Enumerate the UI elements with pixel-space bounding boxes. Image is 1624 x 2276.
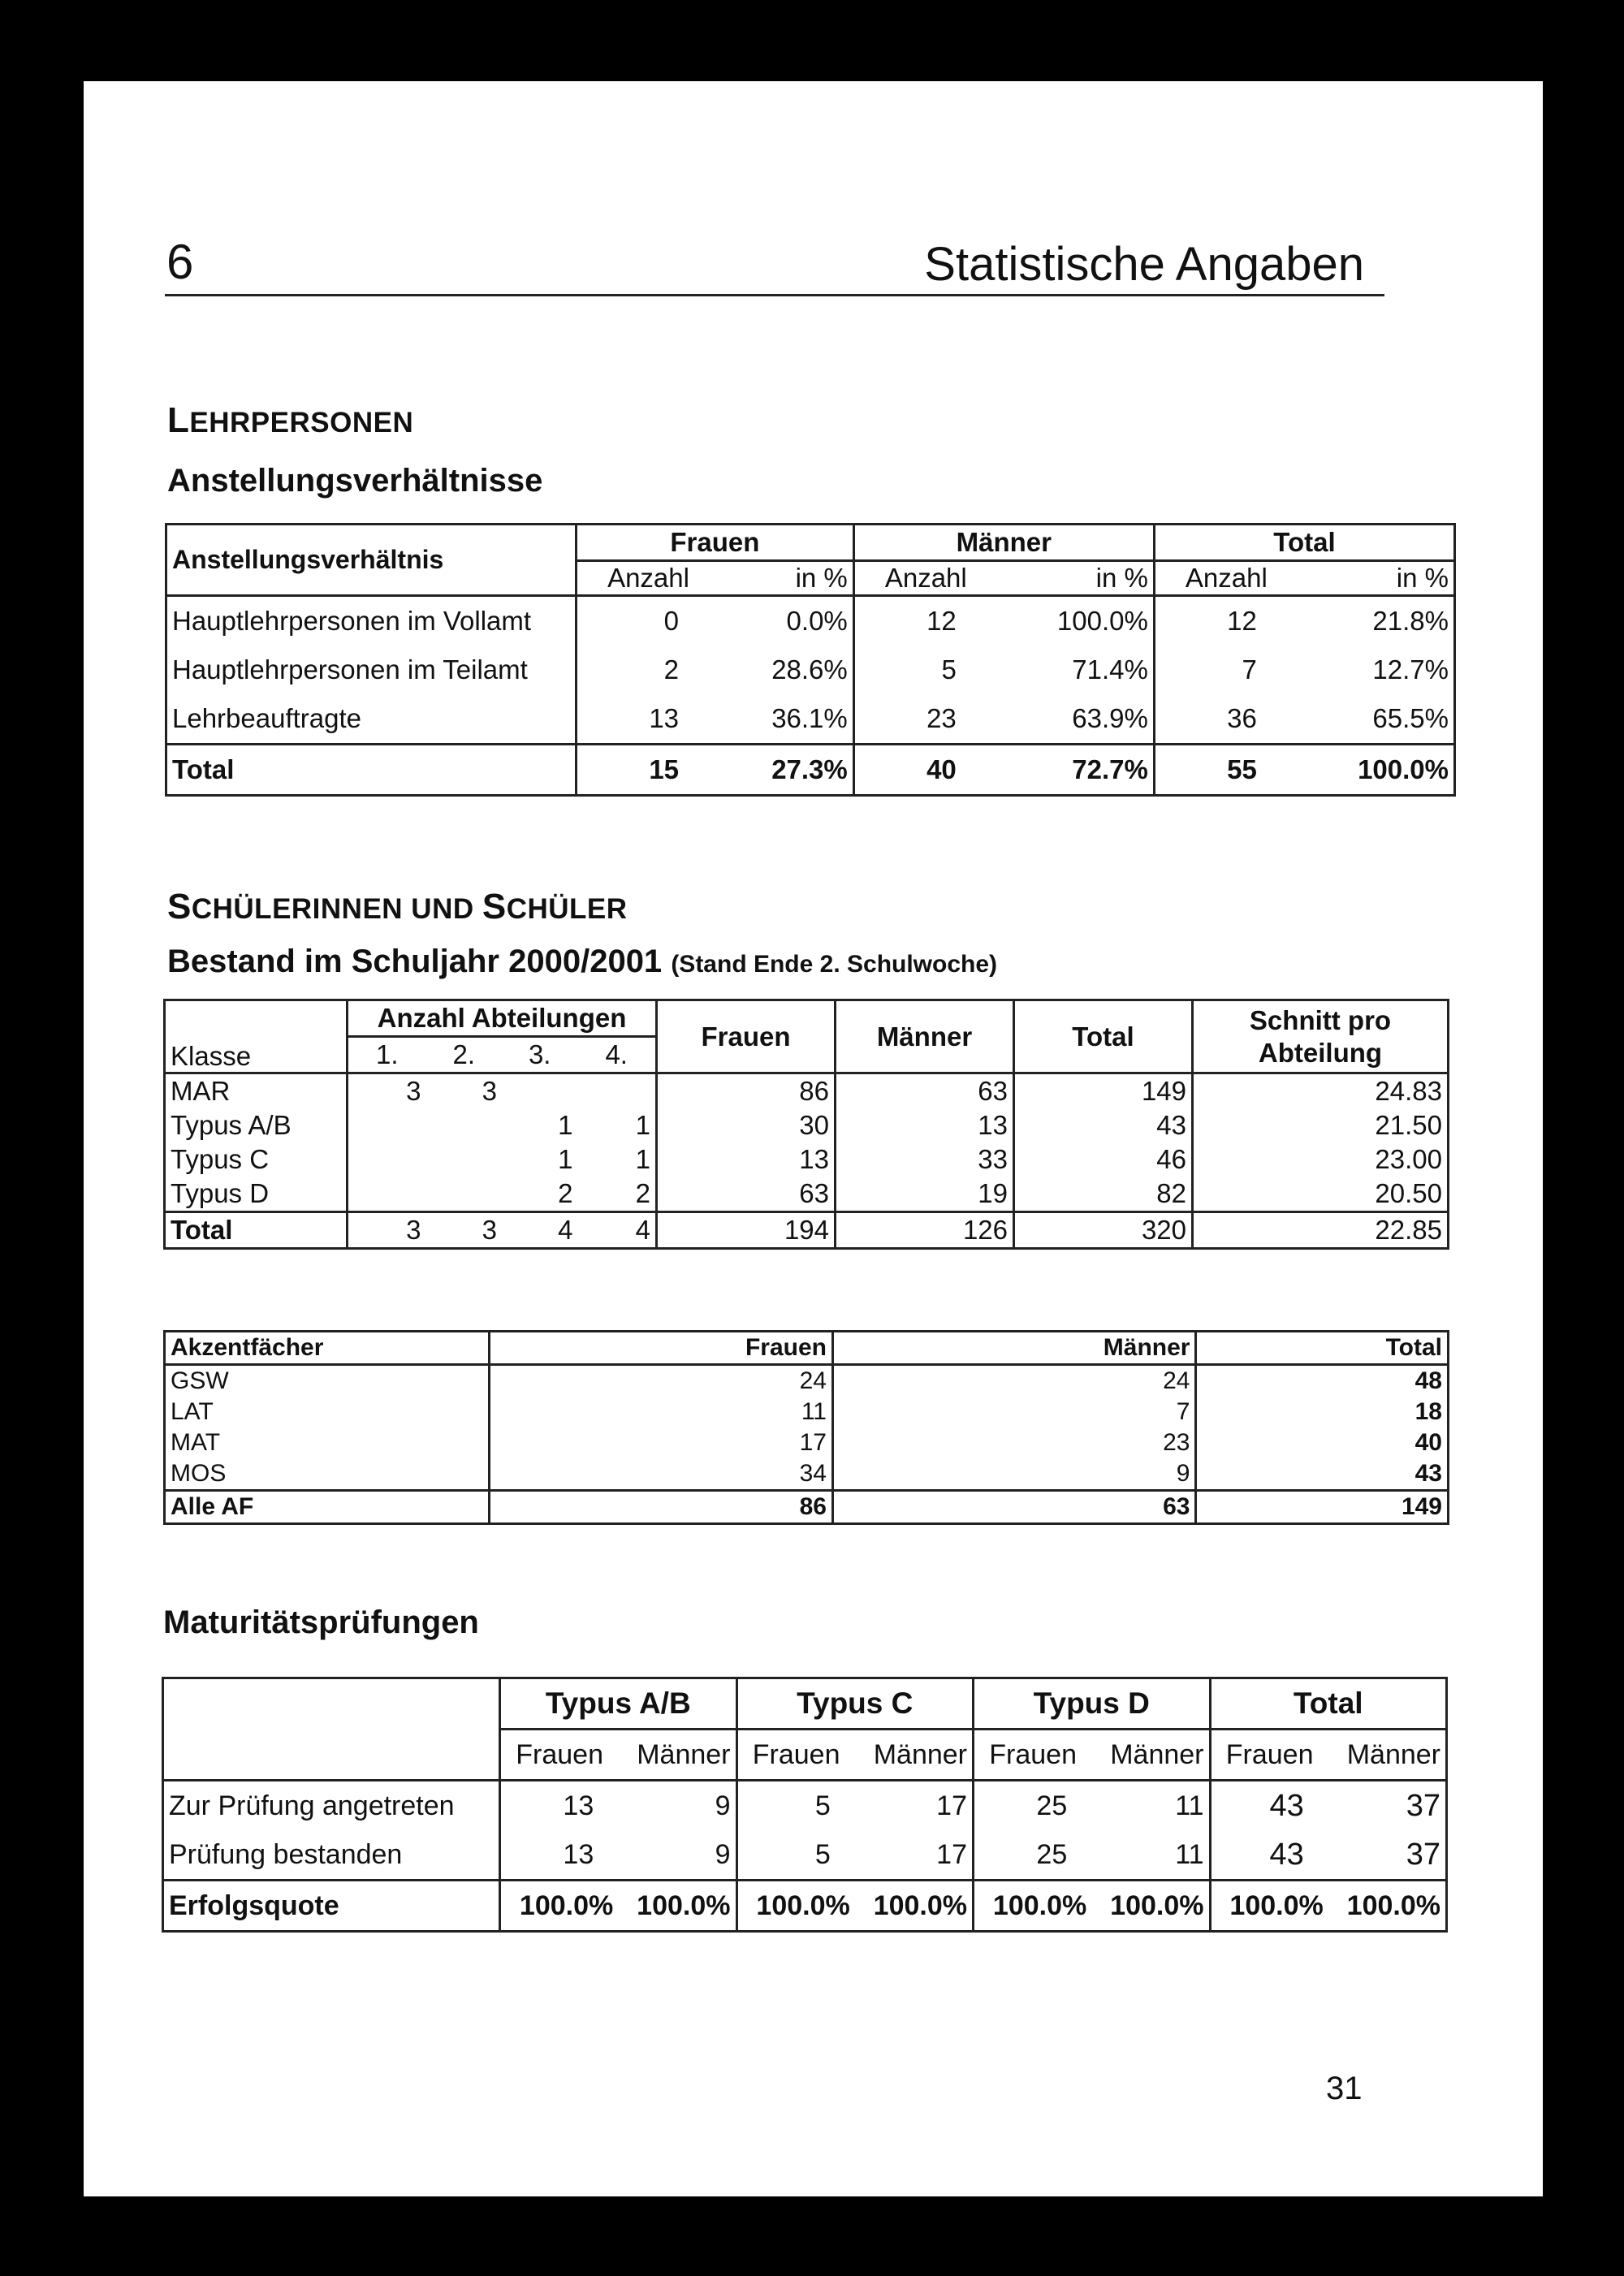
- cell: 40: [853, 745, 997, 796]
- section-subtitle-anstellung: Anstellungsverhältnisse: [167, 463, 543, 499]
- col-header-total: Total: [1196, 1332, 1449, 1365]
- cell: 5: [853, 646, 997, 694]
- cell: [426, 1108, 502, 1142]
- cell: 1: [558, 1110, 573, 1140]
- group-header-c: Typus C: [736, 1678, 974, 1730]
- subcol-percent: in %: [719, 561, 853, 596]
- cell: 3: [348, 1073, 426, 1109]
- cell: 0.0%: [719, 596, 853, 646]
- row-label: Typus A/B: [171, 1110, 292, 1140]
- year-col: 2.: [452, 1039, 476, 1069]
- cell: 24.83: [1193, 1073, 1449, 1109]
- cell: 3: [348, 1212, 426, 1249]
- subcol-frauen: Frauen: [974, 1730, 1092, 1781]
- subcol-frauen: Frauen: [500, 1730, 619, 1781]
- cell: 13: [657, 1142, 836, 1177]
- cell: 27.3%: [719, 745, 853, 796]
- cell: 21.50: [1193, 1108, 1449, 1142]
- subcol-maenner: Männer: [618, 1730, 736, 1781]
- cell: 21.8%: [1298, 596, 1455, 646]
- cell: [577, 1073, 656, 1109]
- cell: 13: [500, 1830, 619, 1881]
- cell: 13: [836, 1108, 1014, 1142]
- table-row: [166, 694, 1455, 745]
- row-label: Typus D: [171, 1178, 270, 1208]
- row-label: MAR: [165, 1073, 348, 1109]
- col-header-maenner: Männer: [833, 1332, 1196, 1365]
- row-label: MAT: [171, 1429, 221, 1456]
- page-number: 31: [1326, 2071, 1363, 2106]
- title-rest: CHÜLERINNEN UND: [191, 893, 482, 925]
- cell: 12: [1154, 596, 1298, 646]
- col-header-abteilungen: Anzahl Abteilungen: [348, 1000, 657, 1037]
- cell: 15: [577, 745, 720, 796]
- cell: 43: [1196, 1458, 1449, 1491]
- cell: 17: [855, 1781, 974, 1831]
- cell: 20.50: [1193, 1177, 1449, 1212]
- cell: 43: [1210, 1781, 1328, 1831]
- cell: [502, 1073, 577, 1109]
- cell: 100.0%: [736, 1881, 855, 1932]
- cell: 100.0%: [997, 596, 1155, 646]
- cell: 48: [1196, 1365, 1449, 1397]
- title-rest: EHRPERSONEN: [189, 407, 414, 438]
- cell: 149: [1014, 1073, 1193, 1109]
- row-label: Zur Prüfung angetreten: [163, 1781, 500, 1831]
- cell: 25: [974, 1830, 1092, 1881]
- cell: 1: [635, 1144, 650, 1174]
- table-row: [165, 1397, 1449, 1427]
- cell: 2: [558, 1178, 573, 1208]
- cell: 33: [836, 1142, 1014, 1177]
- cell: 11: [1091, 1781, 1210, 1831]
- cell: 37: [1406, 1837, 1440, 1872]
- cell: 100.0%: [1091, 1881, 1210, 1932]
- row-label: Total: [166, 745, 577, 796]
- matur-table: [162, 1677, 1448, 1933]
- subcol-anzahl: Anzahl: [853, 561, 997, 596]
- cell: 11: [490, 1397, 833, 1427]
- subcol-maenner: Männer: [1328, 1730, 1447, 1781]
- year-col: 4.: [605, 1039, 628, 1069]
- group-header-ab: Typus A/B: [500, 1678, 737, 1730]
- row-label: GSW: [165, 1365, 490, 1397]
- cell: 7: [1154, 646, 1298, 694]
- row-label: Total: [165, 1212, 348, 1249]
- cell: 34: [490, 1458, 833, 1491]
- group-header-total: Total: [1210, 1678, 1447, 1730]
- table-row: [165, 1177, 1449, 1212]
- cell: 40: [1196, 1427, 1449, 1458]
- cell: 71.4%: [1072, 654, 1148, 685]
- table-row: [165, 1142, 1449, 1177]
- subcol-percent: in %: [997, 561, 1155, 596]
- cell: 72.7%: [997, 745, 1155, 796]
- cell: 86: [657, 1073, 836, 1109]
- total-row: [166, 745, 1455, 796]
- table-row: [165, 1427, 1449, 1458]
- cell: 5: [736, 1781, 855, 1831]
- anstellung-table: [165, 523, 1456, 797]
- col-header-maenner: Männer: [836, 1000, 1014, 1073]
- cell: 1: [558, 1144, 573, 1174]
- group-header-total: Total: [1154, 525, 1454, 561]
- row-label: MOS: [171, 1460, 227, 1487]
- cell: 17: [490, 1427, 833, 1458]
- cell: 2: [635, 1178, 650, 1208]
- title-initial: L: [167, 400, 190, 440]
- row-label: Lehrbeauftragte: [172, 703, 362, 733]
- cell: 9: [618, 1781, 736, 1831]
- chapter-title: Statistische Angaben: [924, 238, 1364, 291]
- header-rule: [165, 294, 1384, 296]
- table-row: [165, 1365, 1449, 1397]
- cell: 18: [1196, 1397, 1449, 1427]
- cell: 23: [853, 694, 997, 745]
- cell: 12.7%: [1372, 654, 1449, 685]
- schnitt-line2: Abteilung: [1258, 1037, 1383, 1068]
- table-row: [163, 1830, 1447, 1881]
- chapter-number: 6: [166, 235, 194, 289]
- cell: 100.0%: [618, 1881, 736, 1932]
- col-header-total: Total: [1014, 1000, 1193, 1073]
- section-subtitle-bestand: [167, 944, 997, 980]
- subcol-frauen: Frauen: [1210, 1730, 1328, 1781]
- cell: 9: [833, 1458, 1196, 1491]
- row-label: Prüfung bestanden: [169, 1838, 403, 1870]
- table-row: [163, 1781, 1447, 1831]
- cell: 100.0%: [1328, 1881, 1447, 1932]
- cell: [426, 1142, 502, 1177]
- cell: 17: [936, 1838, 967, 1870]
- total-row: [165, 1212, 1449, 1249]
- cell: 36: [1154, 694, 1298, 745]
- col-header-anstellung: Anstellungsverhältnis: [172, 545, 444, 574]
- cell: 24: [833, 1365, 1196, 1397]
- group-header-d: Typus D: [974, 1678, 1211, 1730]
- document-page: [84, 81, 1543, 2196]
- cell: 5: [736, 1830, 855, 1881]
- cell: 126: [836, 1212, 1014, 1249]
- cell: 43: [1210, 1830, 1328, 1881]
- cell: 63: [836, 1073, 1014, 1109]
- cell: 0: [577, 596, 720, 646]
- section-title-lehrpersonen: [167, 400, 413, 441]
- cell: 30: [657, 1108, 836, 1142]
- cell: 22.85: [1193, 1212, 1449, 1249]
- cell: [348, 1177, 426, 1212]
- title-initial: S: [167, 887, 192, 926]
- cell: 13: [577, 694, 720, 745]
- subtitle-text: Bestand im Schuljahr 2000/2001: [167, 944, 663, 979]
- akzentfaecher-table: [163, 1330, 1449, 1525]
- cell: 100.0%: [500, 1881, 619, 1932]
- col-header-frauen: Frauen: [490, 1332, 833, 1365]
- row-label: LAT: [171, 1398, 214, 1425]
- cell: 149: [1196, 1491, 1449, 1524]
- cell: 55: [1154, 745, 1298, 796]
- cell: 12: [853, 596, 997, 646]
- cell: 24: [490, 1365, 833, 1397]
- cell: 23: [833, 1427, 1196, 1458]
- row-label: Hauptlehrpersonen im Teilamt: [172, 654, 528, 685]
- col-header-akzent: Akzentfächer: [171, 1334, 324, 1361]
- table-row: [165, 1073, 1449, 1109]
- title-initial: S: [482, 887, 507, 926]
- table-row: [165, 1108, 1449, 1142]
- cell: 100.0%: [974, 1881, 1092, 1932]
- row-label: Typus C: [171, 1144, 270, 1174]
- cell: 3: [426, 1212, 502, 1249]
- cell: 82: [1014, 1177, 1193, 1212]
- subcol-anzahl: Anzahl: [577, 561, 720, 596]
- empty-header: [163, 1678, 500, 1781]
- subcol-maenner: Männer: [855, 1730, 974, 1781]
- cell: 63: [657, 1177, 836, 1212]
- group-header-frauen: Frauen: [577, 525, 854, 561]
- subcol-percent: in %: [1298, 561, 1455, 596]
- cell: 11: [1175, 1838, 1204, 1870]
- col-header-schnitt: [1193, 1000, 1449, 1073]
- cell: [348, 1142, 426, 1177]
- cell: 63.9%: [1072, 703, 1148, 733]
- cell: 1: [635, 1110, 650, 1140]
- cell: 28.6%: [771, 654, 848, 685]
- cell: 19: [836, 1177, 1014, 1212]
- cell: 100.0%: [1210, 1881, 1328, 1932]
- bestand-table: [163, 999, 1449, 1250]
- section-title-schueler: [167, 887, 628, 927]
- cell: 4: [502, 1212, 577, 1249]
- group-header-maenner: Männer: [853, 525, 1154, 561]
- col-header-klasse: Klasse: [171, 1041, 252, 1071]
- row-label: Hauptlehrpersonen im Vollamt: [166, 596, 577, 646]
- cell: 37: [1328, 1781, 1447, 1831]
- total-row: [163, 1881, 1447, 1932]
- subtitle-note: (Stand Ende 2. Schulwoche): [671, 951, 998, 978]
- total-row: [165, 1491, 1449, 1524]
- cell: 100.0%: [855, 1881, 974, 1932]
- cell: 320: [1014, 1212, 1193, 1249]
- cell: 13: [500, 1781, 619, 1831]
- cell: 63: [833, 1491, 1196, 1524]
- cell: 43: [1014, 1108, 1193, 1142]
- title-rest: CHÜLER: [506, 893, 628, 925]
- cell: 36.1%: [771, 703, 848, 733]
- cell: 9: [715, 1838, 731, 1870]
- cell: 3: [426, 1073, 502, 1109]
- year-col: 1.: [348, 1037, 426, 1073]
- row-label: Erfolgsquote: [163, 1881, 500, 1932]
- cell: 46: [1014, 1142, 1193, 1177]
- cell: 2: [577, 646, 720, 694]
- subcol-frauen: Frauen: [736, 1730, 855, 1781]
- col-header-frauen: Frauen: [657, 1000, 836, 1073]
- schnitt-line1: Schnitt pro: [1249, 1004, 1392, 1035]
- cell: 25: [974, 1781, 1092, 1831]
- table-row: [165, 1458, 1449, 1491]
- cell: 194: [657, 1212, 836, 1249]
- cell: 4: [577, 1212, 656, 1249]
- subcol-maenner: Männer: [1091, 1730, 1210, 1781]
- table-row: [166, 596, 1455, 646]
- cell: 100.0%: [1298, 745, 1455, 796]
- table-row: [166, 646, 1455, 694]
- subcol-anzahl: Anzahl: [1154, 561, 1298, 596]
- cell: 23.00: [1193, 1142, 1449, 1177]
- cell: 65.5%: [1372, 703, 1449, 733]
- year-col: 3.: [528, 1039, 551, 1069]
- cell: 86: [490, 1491, 833, 1524]
- cell: 7: [833, 1397, 1196, 1427]
- section-title-matur: Maturitätsprüfungen: [163, 1604, 479, 1640]
- cell: [426, 1177, 502, 1212]
- cell: [348, 1108, 426, 1142]
- row-label: Alle AF: [165, 1491, 490, 1524]
